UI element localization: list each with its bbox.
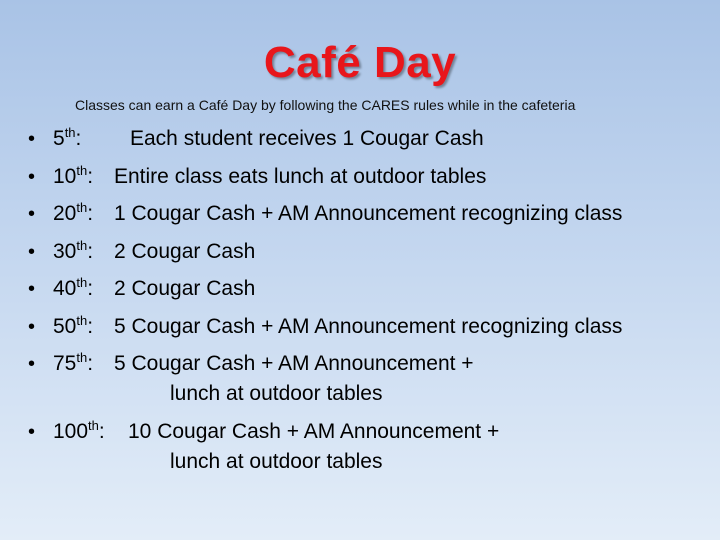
reward-text: 1 Cougar Cash + AM Announcement recognizing class: [114, 202, 623, 225]
bullet-icon: •: [28, 353, 36, 375]
bullet-icon: •: [28, 128, 36, 150]
slide-subtitle: Classes can earn a Café Day by following the CARES rules while in the cafeteria: [75, 97, 576, 113]
milestone-label: 30th:: [53, 237, 94, 263]
reward-text: 10 Cougar Cash + AM Announcement +: [128, 420, 500, 443]
slide-title: Café Day: [263, 38, 457, 87]
milestone-label: 5th:: [53, 125, 82, 150]
bullet-icon: •: [28, 315, 36, 338]
milestone-label: 100th:: [53, 418, 105, 443]
reward-text: Each student receives 1 Cougar Cash: [130, 127, 484, 150]
reward-text: Entire class eats lunch at outdoor tables: [114, 164, 487, 188]
bullet-icon: •: [28, 278, 36, 300]
reward-continuation: lunch at outdoor tables: [170, 450, 383, 473]
reward-text: 5 Cougar Cash + AM Announcement +: [114, 352, 474, 375]
milestone-label: 50th:: [53, 312, 94, 338]
milestone-label: 75th:: [53, 350, 94, 375]
reward-text: 5 Cougar Cash + AM Announcement recognizing class: [114, 314, 623, 338]
reward-continuation: lunch at outdoor tables: [170, 382, 383, 405]
bullet-icon: •: [28, 240, 36, 263]
reward-text: 2 Cougar Cash: [114, 277, 256, 300]
bullet-icon: •: [28, 421, 36, 443]
milestone-label: 40th:: [53, 275, 94, 300]
bullet-icon: •: [28, 203, 36, 225]
reward-text: 2 Cougar Cash: [114, 239, 256, 263]
milestone-label: 20th:: [53, 200, 94, 225]
milestone-label: 10th:: [53, 162, 94, 188]
bullet-icon: •: [28, 165, 36, 188]
